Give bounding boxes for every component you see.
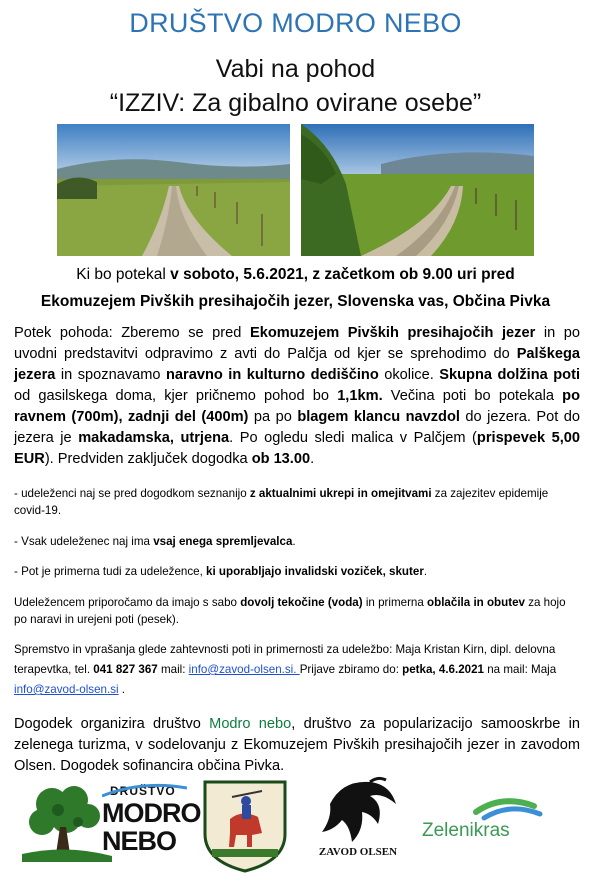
- photo-path-1: [57, 124, 290, 256]
- datetime-prefix: Ki bo potekal: [76, 266, 171, 283]
- note-covid: - udeleženci naj se pred dogodkom seznanijo z aktualnimi ukrepi in omejitvami za zajezitev epidemije covid-19.: [14, 487, 549, 517]
- org-title: DRUŠTVO MODRO NEBO: [129, 8, 462, 38]
- email-link-1[interactable]: info@zavod-olsen.si.: [188, 663, 300, 676]
- event-name: “IZZIV: Za gibalno ovirane osebe”: [109, 89, 482, 117]
- logo-zavod-olsen: [312, 774, 404, 866]
- event-datetime: [0, 266, 591, 284]
- note-companion: - Vsak udeleženec naj ima vsaj enega spremljevalca.: [14, 535, 296, 548]
- logo-modro-bot: NEBO: [102, 826, 177, 856]
- note-wheelchair: - Pot je primerna tudi za udeležence, ki uporabljajo invalidski voziček, skuter.: [14, 565, 428, 578]
- logo-olsen-label: ZAVOD OLSEN: [318, 846, 398, 858]
- location-text: Ekomuzejem Pivških presihajočih jezer, Slovenska vas, Občina Pivka: [40, 293, 551, 310]
- phone-number: 041 827 367: [93, 663, 158, 676]
- contact-info: Spremstvo in vprašanja glede zahtevnosti poti in primernosti za udeležbo: Maja Kristan Kirn, dipl. delovna terapevtka, tel. 041 827 367 mail: info@zavod-olsen.si. Prijave zbiramo do: petka, 4.6.2021 na mail: Maja info@zavod-olsen.si .: [14, 643, 557, 696]
- logo-modro-mid: MODRO: [102, 798, 201, 828]
- datetime-bold: v soboto, 5.6.2021, z začetkom ob 9.00 uri pred: [170, 266, 515, 283]
- event-location: [0, 293, 591, 311]
- course-paragraph: Potek pohoda: Zberemo se pred Ekomuzejem Pivških presihajočih jezer in po uvodni predstavitvi odpravimo z avti do Palčja od kjer se sprehodimo do Palškega jezera in spoznavamo naravno in kulturno dediščino okolice. Skupna dolžina poti od gasilskega doma, kjer pričnemo pohod bo 1,1km. Večina poti bo potekala po ravnem (700m), zadnji del (400m) pa po blagem klancu navzdol do jezera. Pot do jezera je makadamska, utrjena. Po ogledu sledi malica v Palčjem (prispevek 5,00 EUR). Predviden zaključek dogodka ob 13.00.: [14, 325, 581, 467]
- organizer-name: Modro nebo: [209, 716, 292, 732]
- logo-modro-top: DRUŠTVO: [110, 784, 176, 798]
- organizer-paragraph: Dogodek organizira društvo Modro nebo, društvo za popularizacijo samooskrbe in zelenega turizma, v sodelovanju z Ekomuzejem Pivških presihajočih jezer in zavodom Olsen. Dogodek sofinancira občina Pivka.: [14, 716, 580, 774]
- logo-drustvo-modro-nebo: [22, 782, 201, 862]
- photo-path-2: [301, 124, 534, 256]
- logo-zelenikras-label: Zelenikras: [422, 820, 510, 841]
- email-link-2[interactable]: info@zavod-olsen.si: [14, 683, 119, 696]
- logo-zelenikras: [422, 792, 562, 852]
- note-equipment: Udeležencem priporočamo da imajo s sabo dovolj tekočine (voda) in primerna oblačila in obutev za hojo po naravi in urejeni poti (pesek).: [14, 596, 566, 626]
- logo-obcina-pivka-coat-of-arms: [202, 779, 288, 874]
- invite-heading: Vabi na pohod: [215, 55, 376, 83]
- deadline-date: petka, 4.6.2021: [402, 663, 484, 676]
